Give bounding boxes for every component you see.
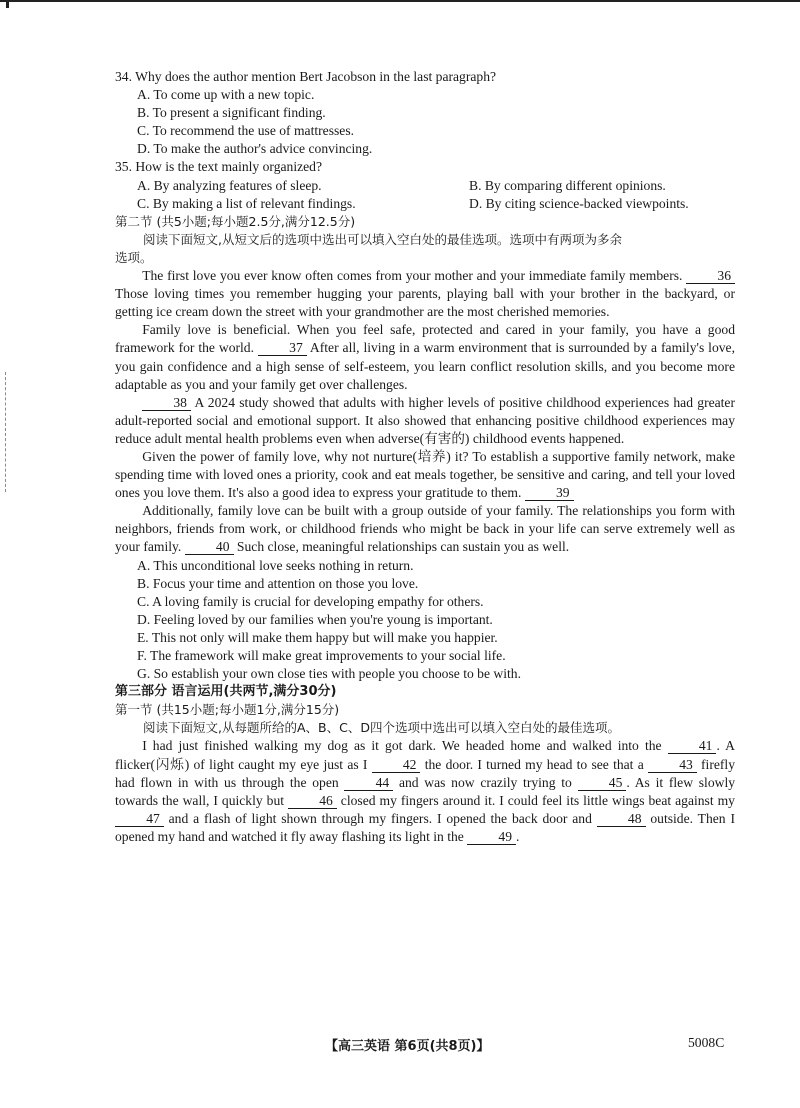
paragraph-5 [115, 502, 735, 556]
p1-text-a: The first love you ever know often comes from your mother and your immediate family members. [142, 268, 683, 284]
blank-40: 40 [185, 540, 234, 555]
page-number-label: 【高三英语 第6页(共8页)】 [325, 1039, 490, 1054]
cloze-text-1: I had just finished walking my dog as it got dark. We headed home and walked into the [142, 738, 662, 754]
section-2-instruction: 阅读下面短文,从短文后的选项中选出可以填入空白处的最佳选项。选项中有两项为多余 [143, 231, 622, 247]
p4-text-a: Given the power of family love, why not nurture(培养) it? To establish a supportive family network, make spending time with loved ones a priority, cook and eat meals together, be sensitive and caring, and tell your loved ones you love them. It's also a good idea to express your gratitude to them. [115, 448, 735, 501]
q35-option-c: C. By making a list of relevant findings. [137, 195, 356, 211]
section-2-heading: 第二节 (共5小题;每小题2.5分,满分12.5分) [115, 213, 356, 229]
q35-option-d: D. By citing science-backed viewpoints. [469, 195, 689, 211]
q34-option-d: D. To make the author's advice convincing. [137, 141, 373, 157]
s2-option-f: F. The framework will make great improvements to your social life. [137, 648, 506, 663]
s2-option-a: A. This unconditional love seeks nothing in return. [137, 557, 414, 573]
blank-48: 48 [597, 812, 646, 827]
cloze-text-9: outside. Then I opened my hand and watched it fly away flashing its light in the [115, 810, 735, 844]
p2-text-b: After all, living in a warm environment that is surrounded by a family's love, you gain confidence and a high sense of self-esteem, you learn conflict resolution skills, and you become more adaptable as you and your family get over challenges. [115, 340, 735, 392]
cloze-text-2: . A flicker(闪烁) of light caught my eye just as I [115, 738, 735, 772]
blank-36: 36 [686, 269, 735, 284]
q34-option-c: C. To recommend the use of mattresses. [137, 123, 355, 139]
cloze-text-8: and a flash of light shown through my fingers. I opened the back door and [168, 810, 592, 826]
blank-39: 39 [525, 486, 574, 501]
page-body [115, 68, 735, 846]
paragraph-1 [115, 267, 735, 321]
s2-option-g: G. So establish your own close ties with people you choose to be with. [137, 666, 521, 682]
binding-margin-marks [5, 372, 8, 492]
blank-47: 47 [115, 812, 164, 827]
blank-43: 43 [648, 758, 697, 773]
p3-text-b: A 2024 study showed that adults with higher levels of positive childhood experiences had greater adult-reported social and emotional support. It also showed that enhancing positive childhood experiences may reduce adult mental health problems even when adverse(有害的) childhood events happened. [115, 394, 735, 446]
paragraph-4 [115, 448, 735, 502]
passage-7-choice [115, 267, 735, 557]
exam-code: 5008C [688, 1035, 725, 1050]
blank-42: 42 [372, 758, 421, 773]
blank-49: 49 [467, 830, 516, 845]
q35-options-row-2 [115, 195, 735, 213]
cloze-passage [115, 737, 735, 846]
question-34-stem: 34. Why does the author mention Bert Jacobson in the last paragraph? [115, 69, 497, 84]
cloze-text-7: closed my fingers around it. I could feel its little wings beat against my [340, 792, 735, 808]
part-3-section-1-heading: 第一节 (共15小题;每小题1分,满分15分) [115, 702, 340, 718]
p5-text-b: Such close, meaningful relationships can sustain you as well. [236, 539, 570, 555]
q35-option-a: A. By analyzing features of sleep. [137, 177, 322, 193]
blank-37: 37 [258, 341, 307, 356]
s2-option-b: B. Focus your time and attention on those you love. [137, 575, 419, 591]
cloze-text-10: . [516, 828, 520, 844]
paragraph-2 [115, 321, 735, 393]
blank-38: 38 [142, 396, 191, 411]
cloze-text-5: and was now crazily trying to [398, 774, 572, 790]
section-2-instruction-cont: 选项。 [115, 249, 153, 265]
q34-option-a: A. To come up with a new topic. [137, 87, 315, 103]
p2-text-a: Family love is beneficial. When you feel safe, protected and cared in your family, you have a good framework for the world. [115, 322, 735, 356]
blank-41: 41 [668, 739, 717, 754]
s2-option-c: C. A loving family is crucial for developing empathy for others. [137, 593, 484, 609]
corner-mark [6, 0, 9, 8]
cloze-paragraph [115, 737, 735, 846]
q35-options-row-1 [115, 177, 735, 195]
cloze-text-6: . As it flew slowly towards the wall, I quickly but [115, 774, 736, 808]
paragraph-3 [115, 394, 735, 448]
q35-option-b: B. By comparing different opinions. [469, 177, 666, 193]
cloze-text-4: firefly had flown in with us through the open [115, 756, 735, 790]
question-35-stem: 35. How is the text mainly organized? [115, 159, 323, 175]
p5-text-a: Additionally, family love can be built with a group outside of your family. The relationships you form with neighbors, friends from work, or childhood friends who might be back in your life can serve extremely well as your family. [115, 503, 735, 555]
s2-option-d: D. Feeling loved by our families when you're young is important. [137, 611, 493, 627]
q34-option-b: B. To present a significant finding. [137, 105, 326, 121]
p1-text-b: Those loving times you remember hugging your parents, playing ball with your brother in the backyard, or getting ice cream down the street with your grandmother are the most cherished memories. [115, 286, 735, 320]
blank-45: 45 [578, 776, 627, 791]
top-border-line [0, 0, 800, 2]
s2-option-e: E. This not only will make them happy but will make you happier. [137, 629, 498, 645]
cloze-text-3: the door. I turned my head to see that a [424, 756, 644, 772]
blank-44: 44 [344, 776, 393, 791]
part-3-heading: 第三部分 语言运用(共两节,满分30分) [115, 684, 337, 700]
part-3-instruction: 阅读下面短文,从每题所给的A、B、C、D四个选项中选出可以填入空白处的最佳选项。 [143, 720, 620, 736]
blank-46: 46 [288, 794, 337, 809]
